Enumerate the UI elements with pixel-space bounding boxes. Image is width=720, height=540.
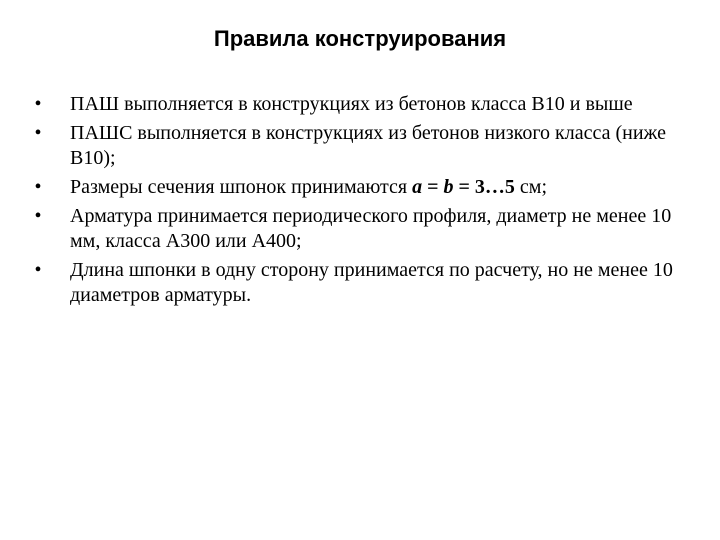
variable-a: а xyxy=(412,176,423,198)
list-item xyxy=(30,204,690,254)
unit-suffix: см; xyxy=(514,176,548,198)
bullet-icon: • xyxy=(34,205,42,227)
list-item xyxy=(30,121,690,171)
slide-title: Правила конструирования xyxy=(213,26,507,51)
bullet-icon: • xyxy=(34,93,42,115)
bullet-icon: • xyxy=(34,259,42,281)
equals-sign: = xyxy=(453,176,475,198)
bullet-list xyxy=(30,92,690,312)
list-item xyxy=(30,175,690,200)
list-item-text: Размеры сечения шпонок принимаются xyxy=(70,176,413,198)
list-item xyxy=(30,92,690,117)
size-range: 3…5 xyxy=(474,176,515,198)
list-item-text: Арматура принимается периодического профиля, диаметр не менее 10 мм, класса А300 или А400; xyxy=(70,205,672,252)
variable-b: b xyxy=(443,176,454,198)
bullet-icon: • xyxy=(34,176,42,198)
list-item xyxy=(30,258,690,308)
bullet-icon: • xyxy=(34,122,42,144)
list-item-text: ПАШ выполняется в конструкциях из бетонов класса В10 и выше xyxy=(70,93,633,115)
list-item-text: ПАШС выполняется в конструкциях из бетонов низкого класса (ниже В10); xyxy=(70,122,666,169)
equals-sign: = xyxy=(422,176,444,198)
list-item-text: Длина шпонки в одну сторону принимается по расчету, но не менее 10 диаметров арматуры. xyxy=(70,259,673,306)
